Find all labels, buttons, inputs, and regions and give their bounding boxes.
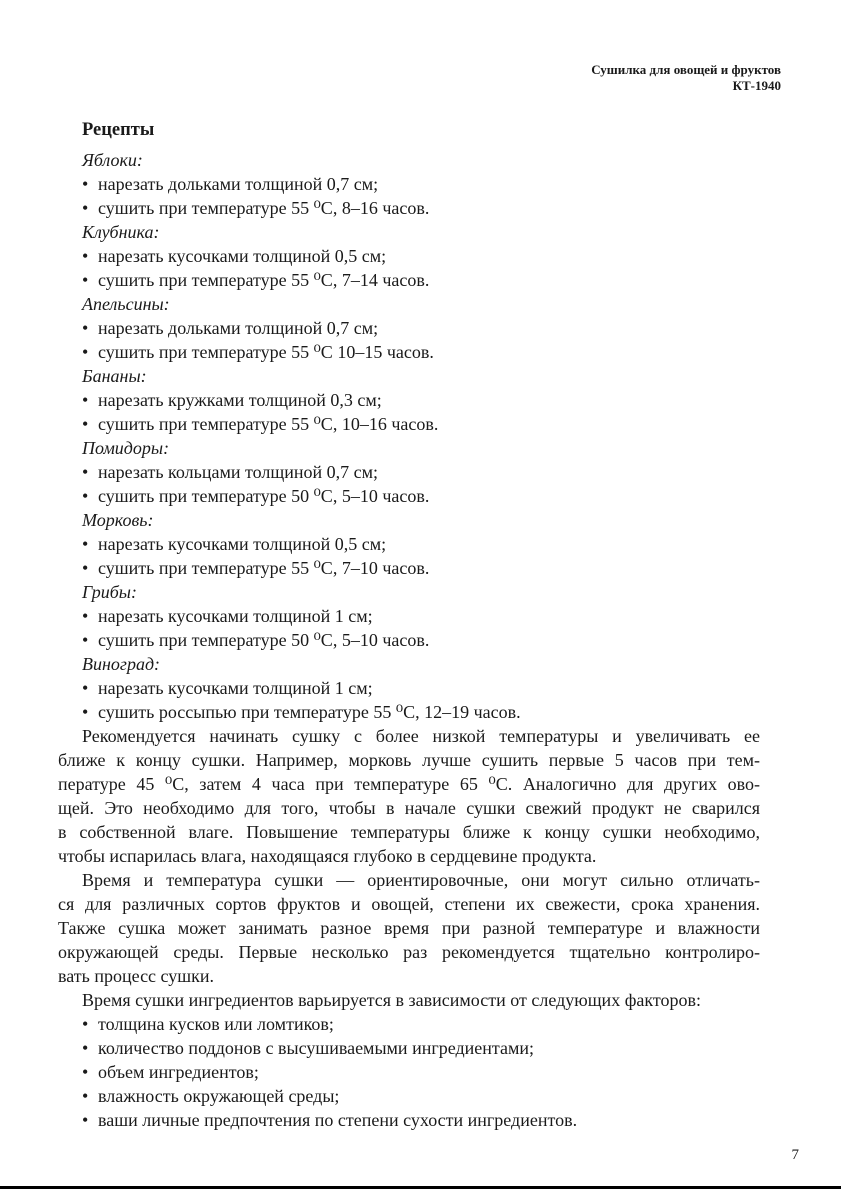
paragraph-line: чтобы испарилась влага, находящаяся глубоко в сердцевине продукта. [58, 846, 597, 866]
bullet-item [82, 388, 760, 412]
recipe-name: Бананы: [82, 366, 147, 386]
bullet-text: сушить при температуре 55 ⁰С, 7–14 часов. [98, 270, 430, 290]
bullet-item [82, 556, 760, 580]
bullet-icon: • [82, 342, 89, 362]
bullet-item [82, 1012, 760, 1036]
bullet-item [82, 1108, 760, 1132]
header-model: КТ-1940 [732, 78, 781, 93]
recipe-name: Клубника: [82, 222, 160, 242]
bullet-item [82, 628, 760, 652]
bullet-icon: • [82, 318, 89, 338]
bullet-text: сушить при температуре 55 ⁰С 10–15 часов. [98, 342, 434, 362]
bullet-text: нарезать кусочками толщиной 1 см; [98, 678, 373, 698]
bullet-item [82, 484, 760, 508]
recipe-name: Виноград: [82, 654, 161, 674]
bullet-item [82, 1036, 760, 1060]
recipe [58, 220, 760, 292]
bullet-text: нарезать дольками толщиной 0,7 см; [98, 174, 379, 194]
bullet-text: нарезать кружками толщиной 0,3 см; [98, 390, 382, 410]
bullet-icon: • [82, 702, 89, 722]
recipe [58, 436, 760, 508]
bullet-text: сушить при температуре 50 ⁰С, 5–10 часов. [98, 630, 430, 650]
paragraph [58, 988, 760, 1012]
bullet-item [82, 412, 760, 436]
bullet-text: толщина кусков или ломтиков; [98, 1014, 334, 1034]
paragraphs [58, 724, 760, 1012]
bullet-text: сушить при температуре 55 ⁰С, 8–16 часов. [98, 198, 430, 218]
section-title: Рецепты [82, 120, 155, 140]
paragraph-line: щей. Это необходимо для того, чтобы в начале сушки свежий продукт не сварился [58, 798, 760, 818]
paragraph-line: пературе 45 ⁰С, затем 4 часа при температуре 65 ⁰С. Аналогично для других ово- [58, 774, 760, 794]
bullet-item [82, 700, 760, 724]
bullet-icon: • [82, 1062, 89, 1082]
bullet-icon: • [82, 1086, 89, 1106]
bullet-icon: • [82, 606, 89, 626]
bullet-icon: • [82, 678, 89, 698]
page-header [591, 62, 781, 94]
paragraph-line: Рекомендуется начинать сушку с более низкой температуры и увеличивать ее [82, 726, 760, 746]
bullet-icon: • [82, 270, 89, 290]
bullet-icon: • [82, 414, 89, 434]
bullet-item [82, 1084, 760, 1108]
bullet-icon: • [82, 486, 89, 506]
bullet-text: сушить при температуре 55 ⁰С, 10–16 часов. [98, 414, 439, 434]
bullet-text: сушить россыпью при температуре 55 ⁰С, 12–19 часов. [98, 702, 521, 722]
paragraph-line: Время и температура сушки — ориентировочные, они могут сильно отличать- [82, 870, 760, 890]
page-number: 7 [791, 1147, 799, 1163]
bullet-icon: • [82, 390, 89, 410]
bullet-icon: • [82, 1110, 89, 1130]
recipe-name: Яблоки: [82, 150, 143, 170]
bullet-item [82, 340, 760, 364]
recipe-name: Морковь: [82, 510, 154, 530]
paragraph-line: ся для различных сортов фруктов и овощей, степени их свежести, срока хранения. [58, 894, 760, 914]
bullet-item [82, 532, 760, 556]
recipe-name: Грибы: [82, 582, 137, 602]
bullet-text: количество поддонов с высушиваемыми ингредиентами; [98, 1038, 534, 1058]
bullet-item [82, 604, 760, 628]
bullet-item [82, 172, 760, 196]
paragraph-line: окружающей среды. Первые несколько раз рекомендуется тщательно контролиро- [58, 942, 760, 962]
bullet-text: сушить при температуре 55 ⁰С, 7–10 часов. [98, 558, 430, 578]
bullet-icon: • [82, 462, 89, 482]
bullet-icon: • [82, 246, 89, 266]
bullet-text: нарезать кусочками толщиной 0,5 см; [98, 534, 387, 554]
paragraph-line: Время сушки ингредиентов варьируется в зависимости от следующих факторов: [82, 990, 701, 1010]
factors-list [58, 1012, 760, 1132]
bullet-icon: • [82, 1014, 89, 1034]
paragraph-line: вать процесс сушки. [58, 966, 215, 986]
bullet-icon: • [82, 1038, 89, 1058]
bullet-text: нарезать дольками толщиной 0,7 см; [98, 318, 379, 338]
bullet-item [82, 460, 760, 484]
bullet-icon: • [82, 630, 89, 650]
recipe [58, 652, 760, 724]
bullet-icon: • [82, 174, 89, 194]
bullet-text: нарезать кусочками толщиной 0,5 см; [98, 246, 387, 266]
paragraph-line: Также сушка может занимать разное время при разной температуре и влажности [58, 918, 760, 938]
bullet-item [82, 316, 760, 340]
recipe [58, 292, 760, 364]
bullet-item [82, 268, 760, 292]
bullet-icon: • [82, 534, 89, 554]
recipes-list [58, 148, 760, 724]
recipe-name: Апельсины: [82, 294, 170, 314]
bullet-text: ваши личные предпочтения по степени сухости ингредиентов. [98, 1110, 578, 1130]
bullet-text: нарезать кольцами толщиной 0,7 см; [98, 462, 378, 482]
bullet-text: сушить при температуре 50 ⁰С, 5–10 часов. [98, 486, 430, 506]
recipe-name: Помидоры: [82, 438, 170, 458]
recipe [58, 580, 760, 652]
page-content [58, 118, 760, 1132]
bullet-icon: • [82, 198, 89, 218]
bullet-item [82, 244, 760, 268]
bullet-text: нарезать кусочками толщиной 1 см; [98, 606, 373, 626]
bullet-text: влажность окружающей среды; [98, 1086, 340, 1106]
bullet-item [82, 1060, 760, 1084]
recipe [58, 364, 760, 436]
paragraph [58, 868, 760, 988]
header-product-name: Сушилка для овощей и фруктов [591, 62, 781, 77]
recipe [58, 508, 760, 580]
paragraph-line: ближе к концу сушки. Например, морковь лучше сушить первые 5 часов при тем- [58, 750, 760, 770]
bullet-item [82, 676, 760, 700]
bullet-icon: • [82, 558, 89, 578]
paragraph-line: в собственной влаге. Повышение температуры ближе к концу сушки необходимо, [58, 822, 760, 842]
recipe [58, 148, 760, 220]
paragraph [58, 724, 760, 868]
bullet-item [82, 196, 760, 220]
bullet-text: объем ингредиентов; [98, 1062, 259, 1082]
